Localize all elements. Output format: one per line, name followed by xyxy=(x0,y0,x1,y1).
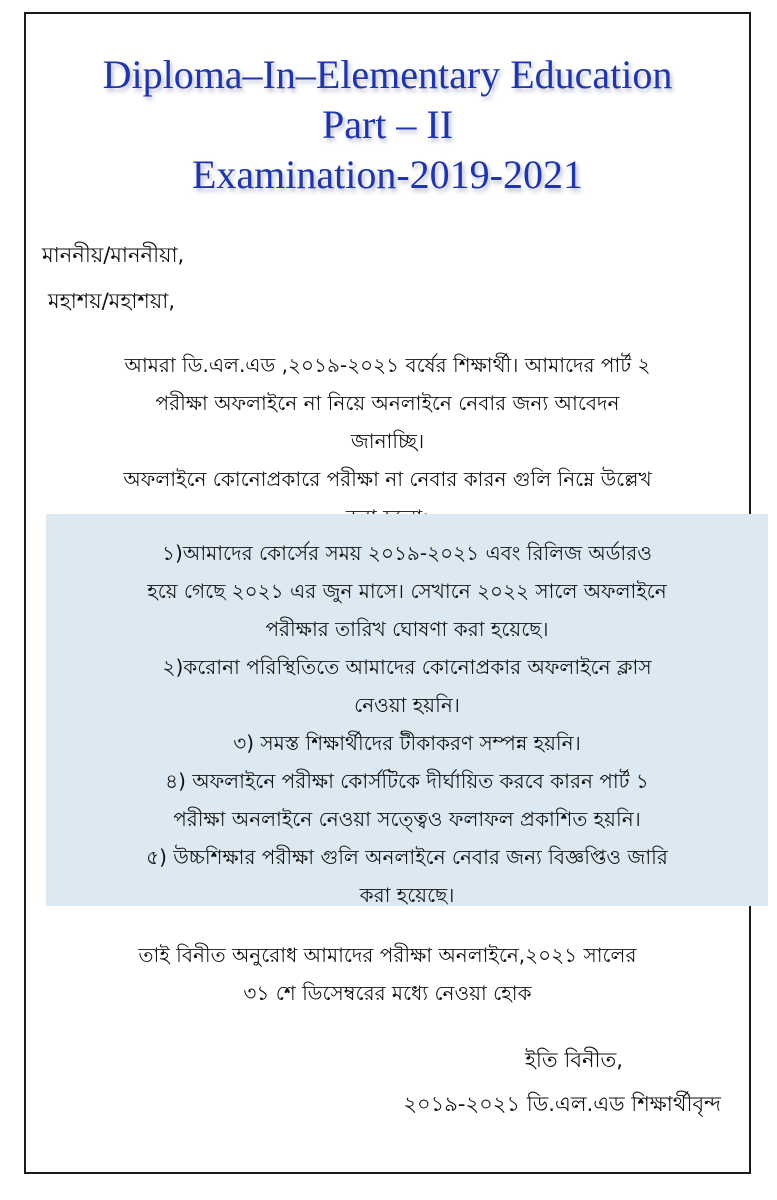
salutation-line-1: মাননীয়/মাননীয়া, xyxy=(42,243,185,267)
salutation xyxy=(42,232,184,324)
intro-line-3: জানাচ্ছি। xyxy=(350,429,425,453)
closing-line-2: ৩১ শে ডিসেম্বরের মধ্যে নেওয়া হোক xyxy=(243,981,532,1005)
reasons-box xyxy=(46,514,768,906)
intro-line-4: অফলাইনে কোনোপ্রকারে পরীক্ষা না নেবার কারন গুলি নিম্নে উল্লেখ xyxy=(123,467,652,491)
title-line-3: Examination-2019-2021 xyxy=(191,152,584,197)
closing-line-1: তাই বিনীত অনুরোধ আমাদের পরীক্ষা অনলাইনে,২০২১ সালের xyxy=(138,943,637,967)
reason-line: ২)করোনা পরিস্থিতিতে আমাদের কোনোপ্রকার অফলাইনে ক্লাস xyxy=(162,655,652,679)
reason-line: ১)আমাদের কোর্সের সময় ২০১৯-২০২১ এবং রিলিজ অর্ডারও xyxy=(162,541,652,565)
reason-line: ৪) অফলাইনে পরীক্ষা কোর্সটিকে দীর্ঘায়িত করবে কারন পার্ট ১ xyxy=(165,769,649,793)
title-line-1: Diploma–In–Elementary Education xyxy=(102,52,673,97)
reason-line: পরীক্ষার তারিখ ঘোষণা করা হয়েছে। xyxy=(265,617,549,641)
reason-item xyxy=(46,838,768,914)
salutation-line-2: মহাশয়/মহাশয়া, xyxy=(48,289,175,313)
title-line-2: Part – II xyxy=(321,102,454,147)
reason-line: ৫) উচ্চশিক্ষার পরীক্ষা গুলি অনলাইনে নেবার জন্য বিজ্ঞপ্তিও জারি xyxy=(146,845,668,869)
reason-item xyxy=(46,534,768,648)
reason-line: ৩) সমস্ত শিক্ষার্থীদের টীকাকরণ সম্পন্ন হয়নি। xyxy=(233,731,581,755)
reason-line: নেওয়া হয়নি। xyxy=(354,693,460,717)
intro-line-1: আমরা ডি.এল.এড ,২০১৯-২০২১ বর্ষের শিক্ষার্থী। আমাদের পার্ট ২ xyxy=(124,353,651,377)
signoff xyxy=(403,1038,721,1126)
reason-item xyxy=(46,648,768,724)
reason-line: করা হয়েছে। xyxy=(359,883,455,907)
document-page xyxy=(24,12,751,1174)
intro-paragraph xyxy=(26,346,749,536)
reason-item xyxy=(46,762,768,838)
reason-line: পরীক্ষা অনলাইনে নেওয়া সত্ত্বেও ফলাফল প্রকাশিত হয়নি। xyxy=(173,807,641,831)
document-title xyxy=(26,50,749,200)
closing-request xyxy=(26,936,749,1012)
reason-item xyxy=(46,724,768,762)
reason-line: হয়ে গেছে ২০২১ এর জুন মাসে। সেখানে ২০২২ সালে অফলাইনে xyxy=(147,579,667,603)
signoff-line-1: ইতি বিনীত, xyxy=(524,1048,623,1072)
intro-line-2: পরীক্ষা অফলাইনে না নিয়ে অনলাইনে নেবার জন্য আবেদন xyxy=(155,391,620,415)
signoff-line-2: ২০১৯-২০২১ ডি.এল.এড শিক্ষার্থীবৃন্দ xyxy=(403,1092,721,1116)
